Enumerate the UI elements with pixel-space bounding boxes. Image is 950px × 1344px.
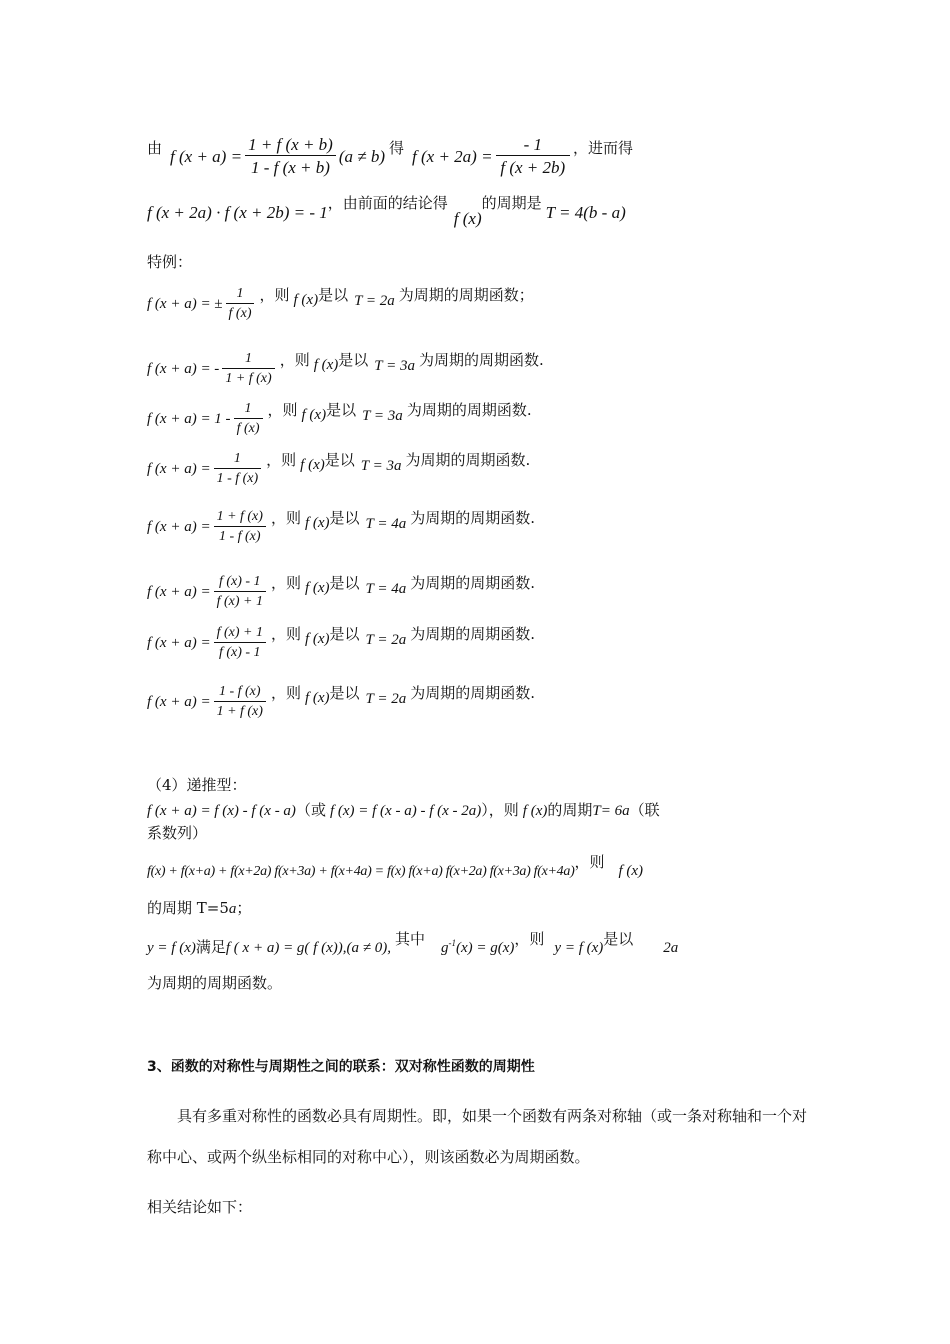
then-text: ），则 <box>481 801 519 819</box>
then-text: ，则 <box>279 350 310 369</box>
period-5a-text: 的周期 T=5 <box>147 899 229 917</box>
case-ending: 为周期的周期函数； <box>398 285 534 304</box>
case-fraction <box>214 626 266 660</box>
then-text-3: ，则 <box>514 930 545 948</box>
case-fraction <box>214 510 266 544</box>
recursive-line-2-cont <box>147 893 251 924</box>
case-denominator: f (x) + 1 <box>216 594 263 609</box>
inverse-superscript: -1 <box>448 938 456 948</box>
shi-yi-text: 是以 <box>318 285 349 304</box>
satisfies-text: 满足 <box>195 938 226 956</box>
case-lhs: f (x + a) = ± <box>147 295 223 312</box>
case-fraction <box>214 575 266 609</box>
shi-yi-text: 是以 <box>603 930 634 948</box>
case-period: T = 2a <box>365 631 407 648</box>
section-3-paragraph: 具有多重对称性的函数必具有周期性。即，如果一个函数有两条对称轴（或一条对称轴和一个对称中心、或两个纵坐标相同的对称中心），则该函数必为周期函数。 <box>147 1107 808 1166</box>
case-denominator: 1 + f (x) <box>216 704 263 719</box>
case-lhs: f (x + a) = 1 - <box>147 410 231 427</box>
period-2a: 2a <box>663 940 679 956</box>
case-denominator: 1 + f (x) <box>225 371 272 386</box>
fraction-2 <box>496 136 570 176</box>
shi-yi-text: 是以 <box>338 350 369 369</box>
case-ending: 为周期的周期函数. <box>419 350 544 369</box>
case-period: T = 3a <box>360 457 402 474</box>
case-fx: f (x) <box>304 514 330 531</box>
jin-er-de-text: ，进而得 <box>573 138 634 157</box>
special-case-row <box>147 287 534 321</box>
fraction-numerator-2: - 1 <box>496 136 570 156</box>
recursive-line-1-cont: 系数列） <box>147 824 208 842</box>
case-fx: f (x) <box>300 456 325 473</box>
y-equals-fx-2: y = f (x) <box>554 940 604 956</box>
or-text: （或 <box>295 801 326 819</box>
formula-lhs: f (x + a) = <box>170 146 243 166</box>
shi-yi-text: 是以 <box>329 624 360 643</box>
recursive-line-3 <box>147 930 678 961</box>
special-title: 特例： <box>147 253 193 271</box>
period-label: 的周期 <box>547 801 593 819</box>
period-5a-a: a <box>228 901 237 917</box>
case-lhs: f (x + a) = <box>147 693 211 710</box>
case-ending: 为周期的周期函数. <box>410 683 536 702</box>
recursive-line-2 <box>147 853 644 883</box>
shi-yi-text: 是以 <box>326 400 357 419</box>
you-text: 由 <box>147 138 163 157</box>
case-lhs: f (x + a) = - <box>147 360 220 377</box>
period-text: 的周期是 <box>481 194 542 212</box>
then-text: ，则 <box>259 285 290 304</box>
shi-yi-text: 是以 <box>329 508 360 527</box>
conclusion-text: ，由前面的结论得 <box>327 194 448 212</box>
case-period: T = 2a <box>365 690 407 707</box>
case-lhs: f (x + a) = <box>147 583 211 600</box>
case-period: T = 4a <box>365 580 407 597</box>
recursive-formula-2: f(x) + f(x+a) + f(x+2a) f(x+3a) + f(x+4a) = f(x) f(x+a) f(x+2a) f(x+3a) f(x+4a) <box>147 864 575 879</box>
g-inverse-equation: (x) = g(x) <box>455 940 515 956</box>
case-fx: f (x) <box>304 579 330 596</box>
derivation-line-1 <box>147 136 633 176</box>
case-denominator: f (x) <box>228 306 252 321</box>
then-text: ，则 <box>270 508 301 527</box>
special-case-row <box>147 352 544 386</box>
special-case-row <box>147 402 532 436</box>
period-formula: T = 4(b - a) <box>545 203 626 222</box>
case-numerator: 1 - f (x) <box>214 685 266 702</box>
fraction-numerator: 1 + f (x + b) <box>245 136 336 156</box>
special-case-row <box>147 575 535 609</box>
case-ending: 为周期的周期函数. <box>410 624 536 643</box>
case-ending: 为周期的周期函数. <box>410 573 536 592</box>
recursive-line-3-cont: 为周期的周期函数。 <box>147 974 283 992</box>
recursive-title: （4）递推型： <box>147 776 247 794</box>
derivation-line-2 <box>147 194 626 228</box>
case-numerator: f (x) + 1 <box>214 626 266 643</box>
case-fraction <box>214 685 266 719</box>
case-numerator: 1 <box>226 287 255 304</box>
case-ending: 为周期的周期函数. <box>406 400 532 419</box>
semicolon: ； <box>236 899 252 917</box>
g-inverse: g <box>440 940 449 956</box>
case-numerator: f (x) - 1 <box>214 575 266 592</box>
then-text: ，则 <box>266 450 297 469</box>
case-ending: 为周期的周期函数. <box>405 450 531 469</box>
case-period: T = 3a <box>362 407 403 424</box>
special-case-row <box>147 510 535 544</box>
case-numerator: 1 <box>222 352 274 369</box>
special-case-row <box>147 685 535 719</box>
special-case-row <box>147 626 535 660</box>
case-numerator: 1 <box>234 402 263 419</box>
fraction-denominator: 1 - f (x + b) <box>250 158 330 177</box>
then-text: ，则 <box>270 573 301 592</box>
case-fx: f (x) <box>301 406 327 423</box>
shi-yi-text: 是以 <box>329 573 360 592</box>
case-denominator: 1 - f (x) <box>216 471 259 486</box>
shi-yi-text: 是以 <box>329 683 360 702</box>
function-fx: f (x) <box>453 209 482 228</box>
case-lhs: f (x + a) = <box>147 634 211 651</box>
functional-equation: f ( x + a) = g( f (x)),(a ≠ 0), <box>225 940 391 956</box>
section-3-heading: 3、函数的对称性与周期性之间的联系：双对称性函数的周期性 <box>147 1059 535 1075</box>
recursive-line-1 <box>147 800 660 821</box>
lianxi-text: （联 <box>629 801 660 819</box>
recursive-fx-2: f (x) <box>618 863 644 879</box>
case-denominator: f (x) <box>236 421 260 436</box>
case-lhs: f (x + a) = <box>147 460 211 477</box>
fraction <box>245 136 336 176</box>
recursive-fx: f (x) <box>522 803 548 819</box>
period-6a: T= 6a <box>592 803 630 819</box>
case-fx: f (x) <box>304 689 330 706</box>
fraction-denominator-2: f (x + 2b) <box>500 158 566 177</box>
case-numerator: 1 <box>214 452 262 469</box>
recursive-formula-1: f (x + a) = f (x) - f (x - a) <box>147 803 296 819</box>
case-fraction <box>234 402 263 436</box>
recursive-formula-1b: f (x) = f (x - a) - f (x - 2a) <box>329 803 482 819</box>
case-period: T = 3a <box>374 357 415 374</box>
case-lhs: f (x + a) = <box>147 518 211 535</box>
condition: (a ≠ b) <box>338 146 386 166</box>
special-case-row <box>147 452 530 486</box>
conclusion-label: 相关结论如下： <box>147 1198 253 1216</box>
case-fraction <box>226 287 255 321</box>
then-text: ，则 <box>270 683 301 702</box>
formula-lhs-2: f (x + 2a) = <box>412 146 493 166</box>
case-numerator: 1 + f (x) <box>214 510 266 527</box>
case-denominator: f (x) - 1 <box>218 645 261 660</box>
where-text: 其中 <box>394 930 425 948</box>
y-equals-fx: y = f (x) <box>147 940 196 956</box>
then-text-2: ，则 <box>574 853 605 871</box>
product-equation: f (x + 2a) · f (x + 2b) = - 1 <box>147 203 328 222</box>
case-period: T = 4a <box>365 515 407 532</box>
case-fraction <box>214 452 262 486</box>
case-fx: f (x) <box>304 630 330 647</box>
case-fraction <box>222 352 274 386</box>
case-denominator: 1 - f (x) <box>218 529 261 544</box>
shi-yi-text: 是以 <box>324 450 355 469</box>
then-text: ，则 <box>270 624 301 643</box>
case-fx: f (x) <box>293 291 319 308</box>
case-ending: 为周期的周期函数. <box>410 508 536 527</box>
case-period: T = 2a <box>354 292 395 309</box>
de-text: 得 <box>389 138 405 157</box>
then-text: ，则 <box>267 400 298 419</box>
case-fx: f (x) <box>313 356 339 373</box>
